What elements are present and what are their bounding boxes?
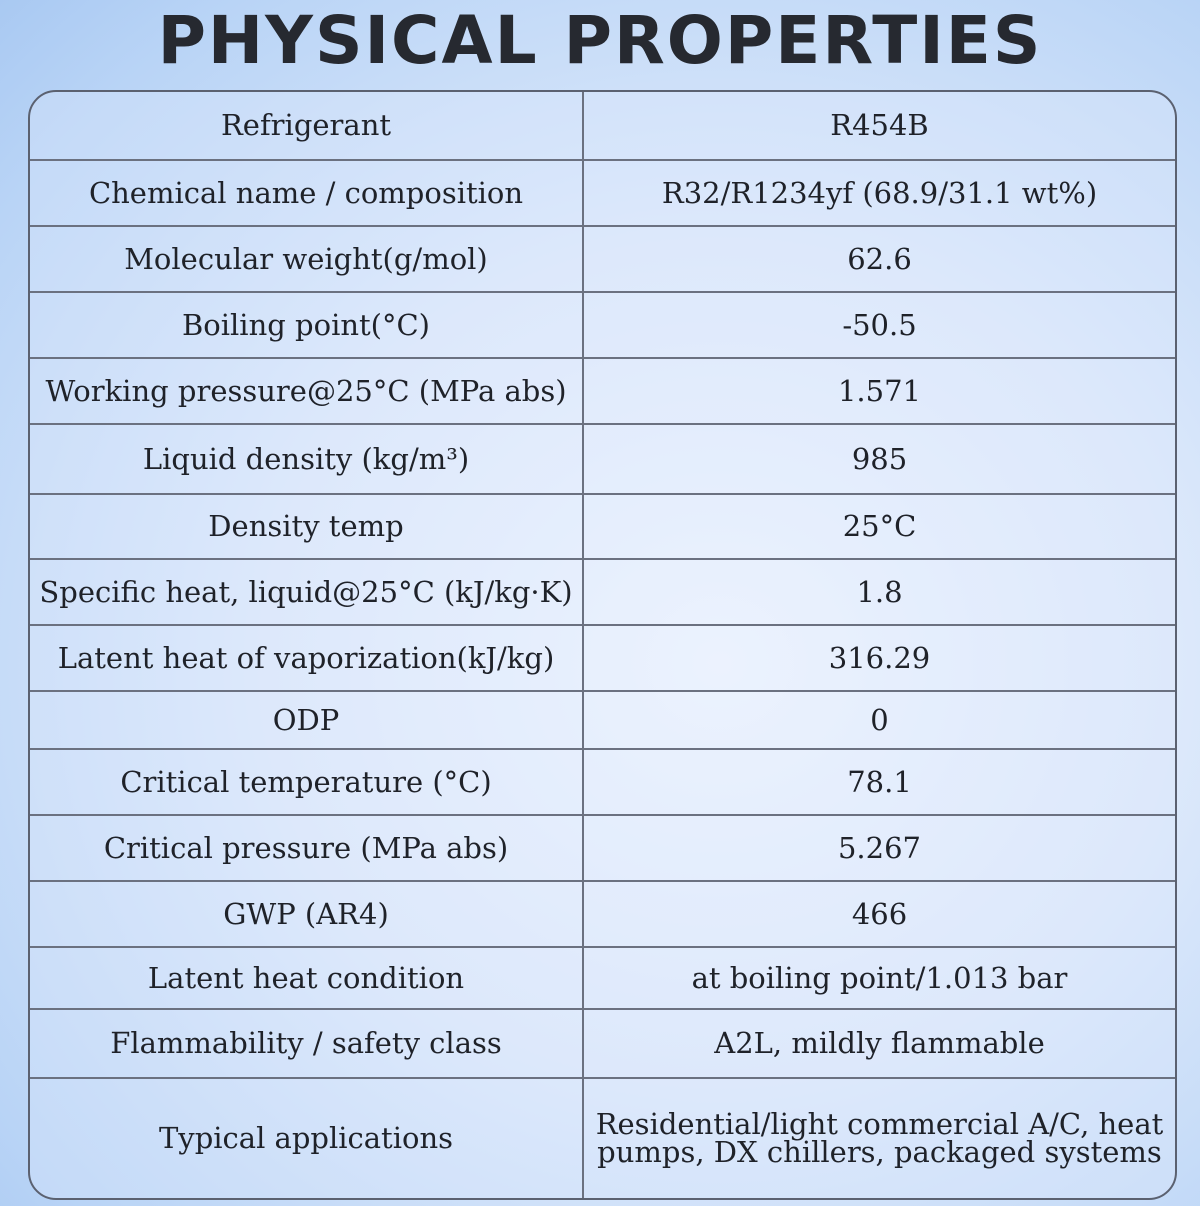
- table-row: [30, 749, 1175, 815]
- table-row: [30, 815, 1175, 881]
- table-row: [30, 1009, 1175, 1078]
- property-label: Working pressure@25°C (MPa abs): [30, 358, 583, 424]
- property-value: 0: [583, 691, 1175, 749]
- property-label: Latent heat condition: [30, 947, 583, 1009]
- table-row: [30, 424, 1175, 494]
- property-value: at boiling point/1.013 bar: [583, 947, 1175, 1009]
- table-row: [30, 494, 1175, 559]
- property-value: 62.6: [583, 226, 1175, 292]
- properties-table-grid: [30, 92, 1175, 1198]
- property-label: Flammability / safety class: [30, 1009, 583, 1078]
- property-label: Refrigerant: [30, 92, 583, 160]
- property-label: Typical applications: [30, 1078, 583, 1198]
- table-row: [30, 292, 1175, 358]
- property-label: Boiling point(°C): [30, 292, 583, 358]
- property-label: Density temp: [30, 494, 583, 559]
- property-label: Chemical name / composition: [30, 160, 583, 226]
- property-value: -50.5: [583, 292, 1175, 358]
- property-value: A2L, mildly flammable: [583, 1009, 1175, 1078]
- table-row: [30, 881, 1175, 947]
- property-label: Latent heat of vaporization(kJ/kg): [30, 625, 583, 691]
- property-label: Liquid density (kg/m³): [30, 424, 583, 494]
- property-label: GWP (AR4): [30, 881, 583, 947]
- table-row: [30, 92, 1175, 160]
- property-value: Residential/light commercial A/C, heat pumps, DX chillers, packaged systems: [583, 1078, 1175, 1198]
- property-value: 985: [583, 424, 1175, 494]
- table-row: [30, 691, 1175, 749]
- property-label: Molecular weight(g/mol): [30, 226, 583, 292]
- property-value: 5.267: [583, 815, 1175, 881]
- table-row: [30, 1078, 1175, 1198]
- property-value: 1.8: [583, 559, 1175, 625]
- property-label: Specific heat, liquid@25°C (kJ/kg·K): [30, 559, 583, 625]
- property-value: 78.1: [583, 749, 1175, 815]
- table-row: [30, 559, 1175, 625]
- table-row: [30, 160, 1175, 226]
- property-value: R32/R1234yf (68.9/31.1 wt%): [583, 160, 1175, 226]
- property-value: R454B: [583, 92, 1175, 160]
- property-value: 316.29: [583, 625, 1175, 691]
- table-row: [30, 947, 1175, 1009]
- property-label: ODP: [30, 691, 583, 749]
- property-value: 1.571: [583, 358, 1175, 424]
- table-row: [30, 625, 1175, 691]
- property-value: 25°C: [583, 494, 1175, 559]
- property-label: Critical temperature (°C): [30, 749, 583, 815]
- page-title: PHYSICAL PROPERTIES: [157, 2, 1043, 79]
- property-value: 466: [583, 881, 1175, 947]
- table-row: [30, 226, 1175, 292]
- properties-table: [28, 90, 1177, 1200]
- property-label: Critical pressure (MPa abs): [30, 815, 583, 881]
- table-row: [30, 358, 1175, 424]
